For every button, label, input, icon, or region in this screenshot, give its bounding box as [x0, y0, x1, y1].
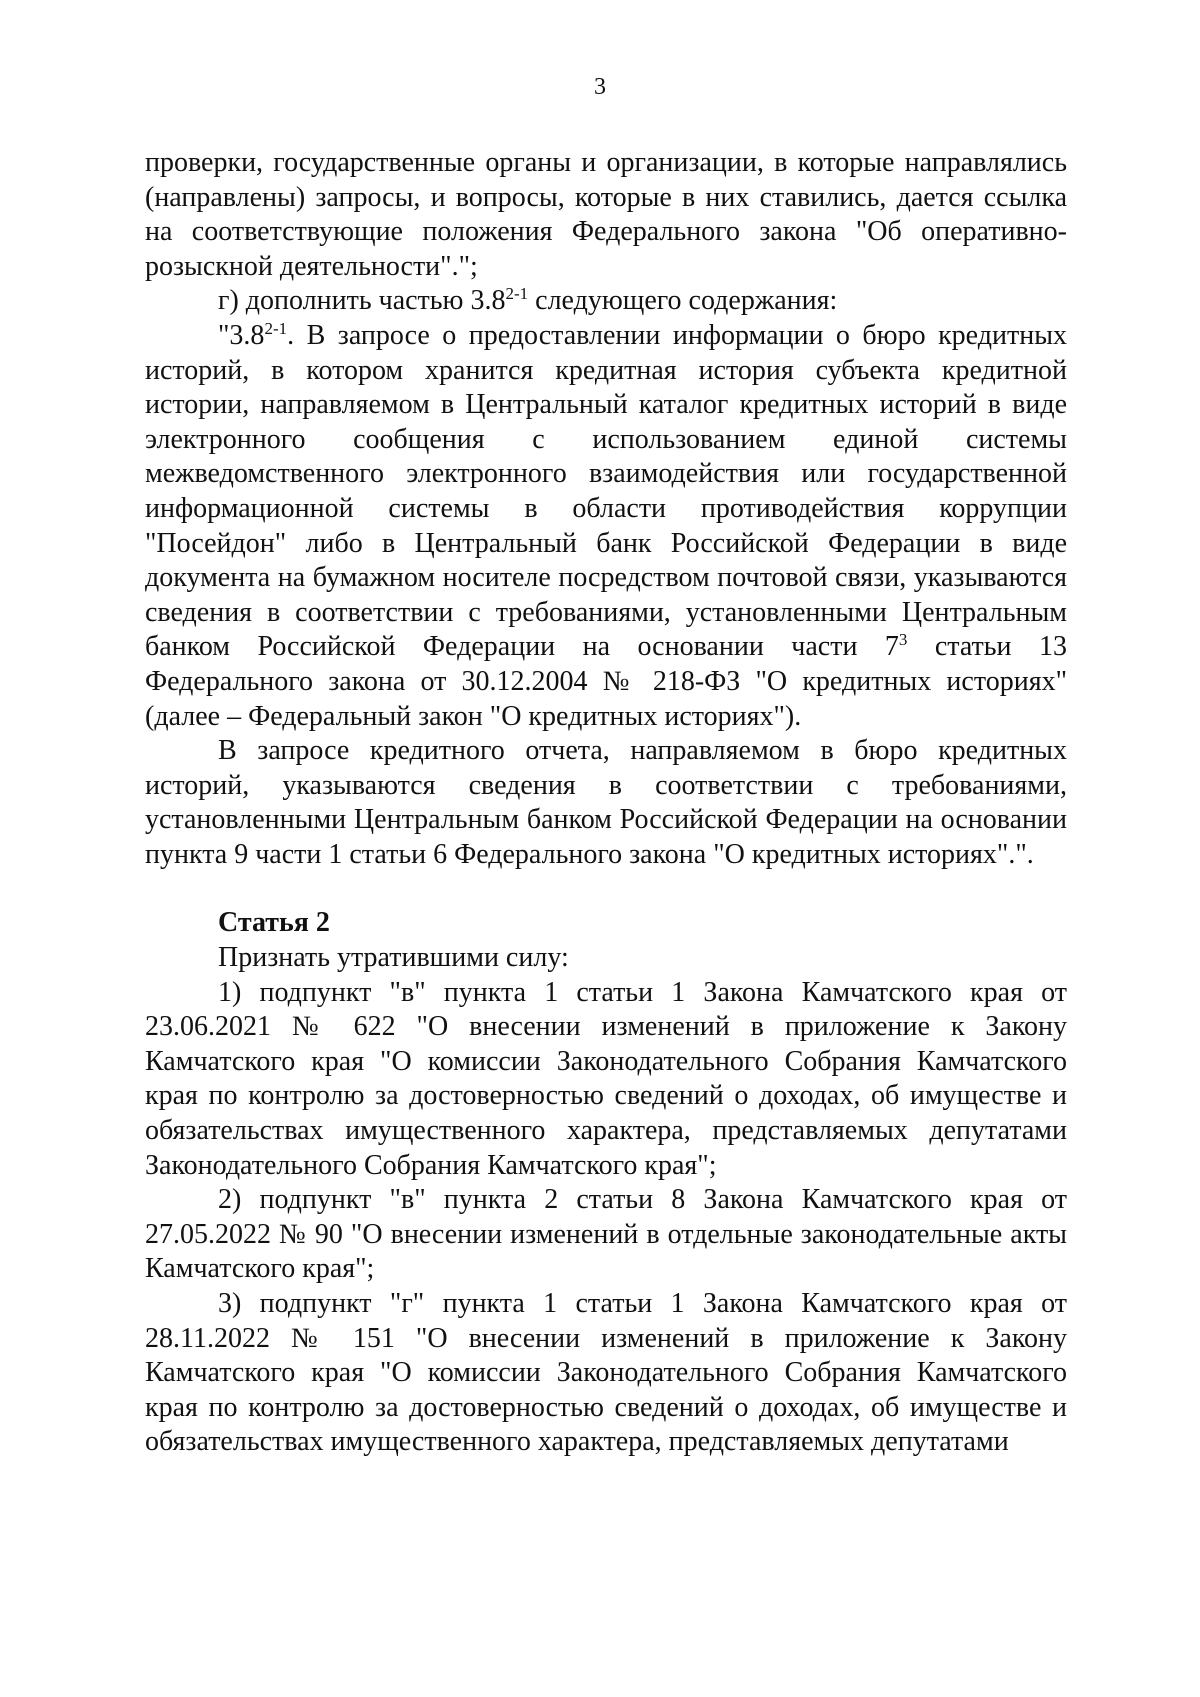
article-heading: Статья 2 [218, 907, 330, 939]
superscript: 2-1 [264, 318, 288, 338]
paragraph-repeal-intro: Признать утратившими силу: [218, 942, 569, 974]
paragraph-text: . В запросе о предоставлении информации о бюро кредитных историй, в котором хранится кредитная история субъекта кредитной истории, направляемом в Центральный каталог кредитных историй в виде электронного сообщения с использованием единой системы межведомственного электронного взаимодействия или государственной информационной системы в области противодействия коррупции "Посейдон" либо в Центральный банк Российской Федерации в виде документа на бумажном носителе посредством почтовой связи, указываются сведения в соответствии с требованиями, установленными Центральным банком Российской Федерации на основании части 7 [145, 319, 1067, 663]
list-item-2: 2) подпункт "в" пункта 2 статьи 8 Закона Камчатского края от 27.05.2022 № 90 "О внесении изменений в отдельные законодательные акты Камчатского края"; [145, 1184, 1067, 1285]
paragraph-credit-report: В запросе кредитного отчета, направляемом в бюро кредитных историй, указываются сведения в соответствии с требованиями, установленными Центральным банком Российской Федерации на основании пункта 9 части 1 статьи 6 Федерального закона "О кредитных историях".". [145, 735, 1067, 870]
superscript: 3 [898, 630, 908, 650]
paragraph-text: г) дополнить частью 3.8 [218, 285, 506, 317]
superscript: 2-1 [505, 284, 529, 304]
paragraph-amendment-g [145, 284, 1067, 319]
paragraph-part-3-8-2-1 [145, 319, 1067, 734]
paragraph-text: статьи 13 Федерального закона от 30.12.2004 № 218-ФЗ "О кредитных историях" (далее – Федеральный закон "О кредитных историях"). [145, 631, 1067, 732]
document-body [145, 146, 1067, 1460]
paragraph-text: "3.8 [218, 319, 265, 351]
list-item-1: 1) подпункт "в" пункта 1 статьи 1 Закона Камчатского края от 23.06.2021 № 622 "О внесении изменений в приложение к Закону Камчатского края "О комиссии Законодательного Собрания Камчатского края по контролю за достоверностью сведений о доходах, об имуществе и обязательствах имущественного характера, представляемых депутатами Законодательного Собрания Камчатского края"; [145, 976, 1067, 1181]
paragraph-text: следующего содержания: [528, 285, 838, 317]
page-number: 3 [594, 74, 606, 100]
list-item-3: 3) подпункт "г" пункта 1 статьи 1 Закона Камчатского края от 28.11.2022 № 151 "О внесении изменений в приложение к Закону Камчатского края "О комиссии Законодательного Собрания Камчатского края по контролю за достоверностью сведений о доходах, об имуществе и обязательствах имущественного характера, представляемых депутатами [145, 1288, 1067, 1458]
paragraph-continuation: проверки, государственные органы и организации, в которые направлялись (направлены) запросы, и вопросы, которые в них ставились, дается ссылка на соответствующие положения Федерального закона "Об оперативно-розыскной деятельности"."; [145, 147, 1067, 282]
